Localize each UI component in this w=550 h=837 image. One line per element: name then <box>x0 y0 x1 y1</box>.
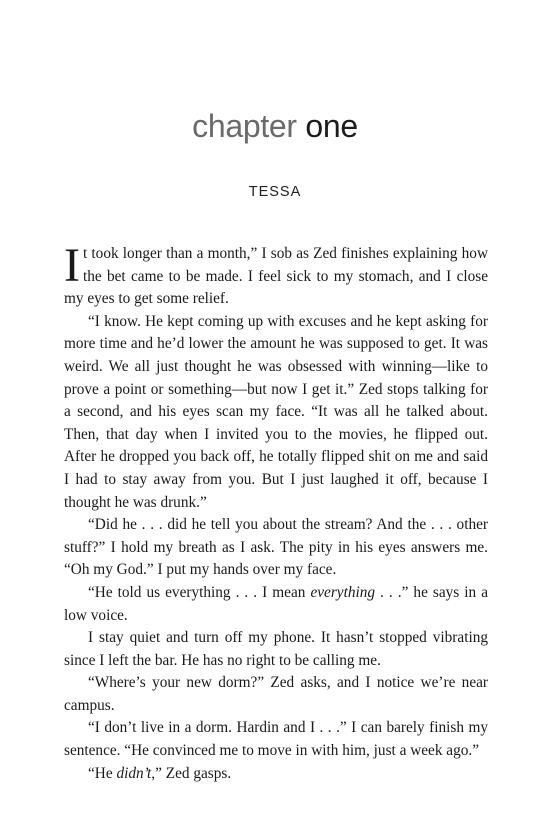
pov-character: TESSA <box>248 184 302 200</box>
paragraph-8-italic: didn’t <box>116 764 152 782</box>
paragraph-4-before: “He told us everything . . . I mean <box>88 583 311 601</box>
paragraph-8 <box>64 763 488 786</box>
paragraph-1-text: t took longer than a month,” I sob as Zed finishes explaining how the bet came to be made. I feel sick to my stomach, and I close my eyes to get some relief. <box>64 245 488 308</box>
paragraph-8-after: ,” Zed gasps. <box>151 764 232 782</box>
paragraph-7: “I don’t live in a dorm. Hardin and I . . .” I can barely finish my sentence. “He convinced me to move in with him, just a week ago.” <box>64 719 488 760</box>
chapter-title <box>0 104 550 148</box>
paragraph-6: “Where’s your new dorm?” Zed asks, and I notice we’re near campus. <box>64 674 488 714</box>
paragraph-4-italic: everything <box>310 583 376 601</box>
chapter-number: one <box>305 108 358 144</box>
paragraph-5: I stay quiet and turn off my phone. It hasn’t stopped vibrating since I left the bar. He has no right to be calling me. <box>64 629 488 669</box>
paragraph-2: “I know. He kept coming up with excuses and he kept asking for more time and he’d lower the amount he was supposed to get. It was weird. We all just thought he was obsessed with winning—like to prove a point or something—but now I get it.” Zed stops talking for a second, and his eyes scan my face. “It was all he talked about. Then, that day when I invited you to the movies, he flipped out. After he dropped you back off, he totally flipped shit on me and said I had to stay away from you. But I just laughed it off, because I thought he was drunk.” <box>64 312 488 511</box>
paragraph-1 <box>64 239 488 311</box>
body-text <box>64 239 488 785</box>
paragraph-4 <box>64 582 488 627</box>
chapter-label: chapter <box>192 108 297 144</box>
drop-cap: I <box>64 239 80 292</box>
paragraph-4-after: . . .” he says in a low voice. <box>64 583 488 624</box>
paragraph-3: “Did he . . . did he tell you about the stream? And the . . . other stuff?” I hold my breath as I ask. The pity in his eyes answers me. “Oh my God.” I put my hands over my face. <box>64 516 488 579</box>
paragraph-8-before: “He <box>88 764 117 782</box>
